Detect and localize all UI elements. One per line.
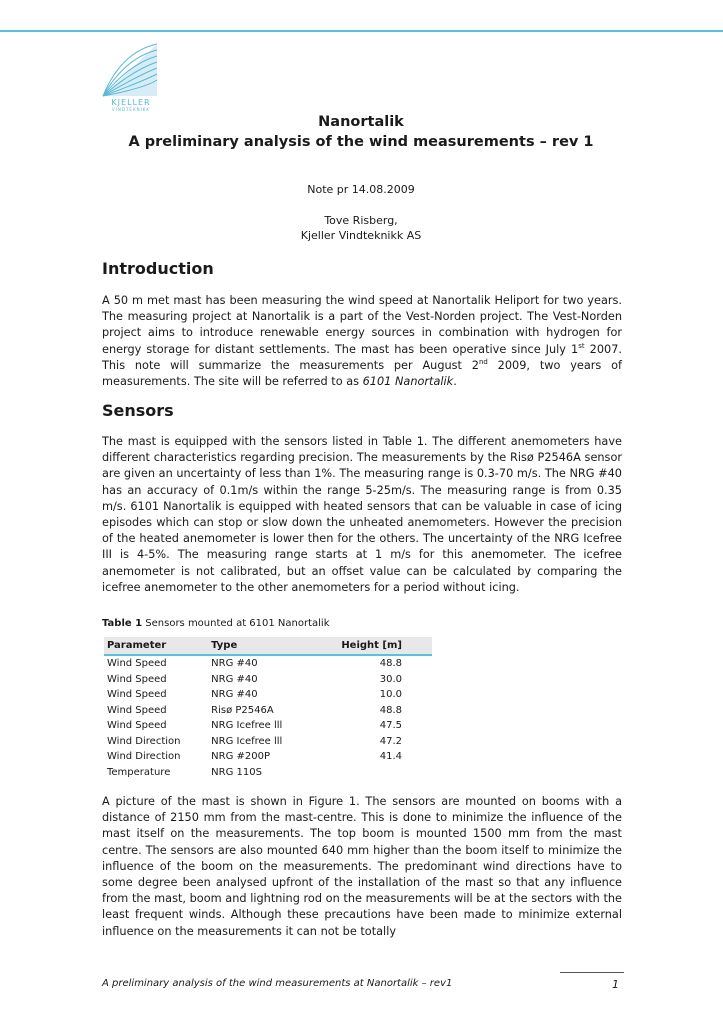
header-parameter: Parameter [104,637,208,655]
table-row: Wind Speed NRG #40 30.0 [107,673,402,685]
table-caption: Table 1 Sensors mounted at 6101 Nanortalik [102,618,330,629]
table-header-row [104,637,432,655]
mast-paragraph: A picture of the mast is shown in Figure 1. The sensors are mounted on booms with a distance of 2150 mm from the mast-centre. This is done to minimize the influence of the mast itself on the measurements. The top boom is mounted 1500 mm from the mast centre. The sensors are also mounted 640 mm higher than the boom itself to minimize the influence of the boom on the measurements. The predominant wind directions have to some degree been analysed upfront of the installation of the mast so that any influence from the mast, boom and lightning rod on the measurements will be at the sectors with the least frequent winds. Although these precautions have been made to minimize external influence on the measurements it can not be totally [102,795,622,938]
table-row: Wind Speed NRG Icefree lll 47.5 [107,720,402,732]
table-row: Wind Speed NRG #40 48.8 [107,658,402,670]
page-number: 1 [612,978,619,991]
logo-wave-icon [101,42,159,98]
doc-title-line1: Nanortalik [318,114,404,130]
doc-title-line2: A preliminary analysis of the wind measurements – rev 1 [128,134,594,150]
table-row: Wind Speed NRG #40 10.0 [107,689,402,701]
header-type: Type [208,637,309,655]
footer-rule [560,972,624,973]
table-row: Temperature NRG 110S [107,766,262,778]
footer-text: A preliminary analysis of the wind measurements at Nanortalik – rev1 [102,978,453,989]
table-row: Wind Speed Risø P2546A 48.8 [107,704,402,716]
intro-heading: Introduction [102,259,214,278]
author-org: Kjeller Vindteknikk AS [300,229,422,242]
author-name: Tove Risberg, [324,214,398,227]
note-date: Note pr 14.08.2009 [307,183,415,196]
logo-name: KJELLER [111,98,151,107]
logo-subtitle: VINDTEKNIKK [112,107,150,112]
sensors-heading: Sensors [102,401,174,420]
header-height: Height [m] [309,637,432,655]
sensors-table [104,637,432,780]
header-rule [0,30,723,32]
table-row: Wind Direction NRG #200P 41.4 [107,751,402,763]
site-name: 6101 Nanortalik [362,375,454,389]
intro-paragraph: A 50 m met mast has been measuring the wind speed at Nanortalik Heliport for two years. The measuring project at Nanortalik is a part of the Vest-Norden project. The Vest-Norden project aims to introduce renewable energy sources in combination with hydrogen for energy storage for distant settlements. The mast has been operative since July 1st 2007. This note will summarize the measurements per August 2nd 2009, two years of measurements. The site will be referred to as 6101 Nanortalik. [102,294,622,389]
sensors-paragraph: The mast is equipped with the sensors listed in Table 1. The different anemometers have different characteristics regarding precision. The measurements by the Risø P2546A sensor are given an uncertainty of less than 1%. The measuring range is 0.3-70 m/s. The NRG #40 has an accuracy of 0.1m/s within the range 5-25m/s. The measuring range is from 0.35 m/s. 6101 Nanortalik is equipped with heated sensors that can be valuable in case of icing episodes which can stop or slow down the unheated anemometers. However the precision of the heated anemometer is lower then for the others. The uncertainty of the NRG Icefree III is 4-5%. The measuring range starts at 1 m/s for this anemometer. The icefree anemometer is not calibrated, but an offset value can be calculated by comparing the icefree anemometer to the other anemometers for a period without icing. [102,435,622,594]
table-row: Wind Direction NRG Icefree lll 47.2 [107,735,402,747]
